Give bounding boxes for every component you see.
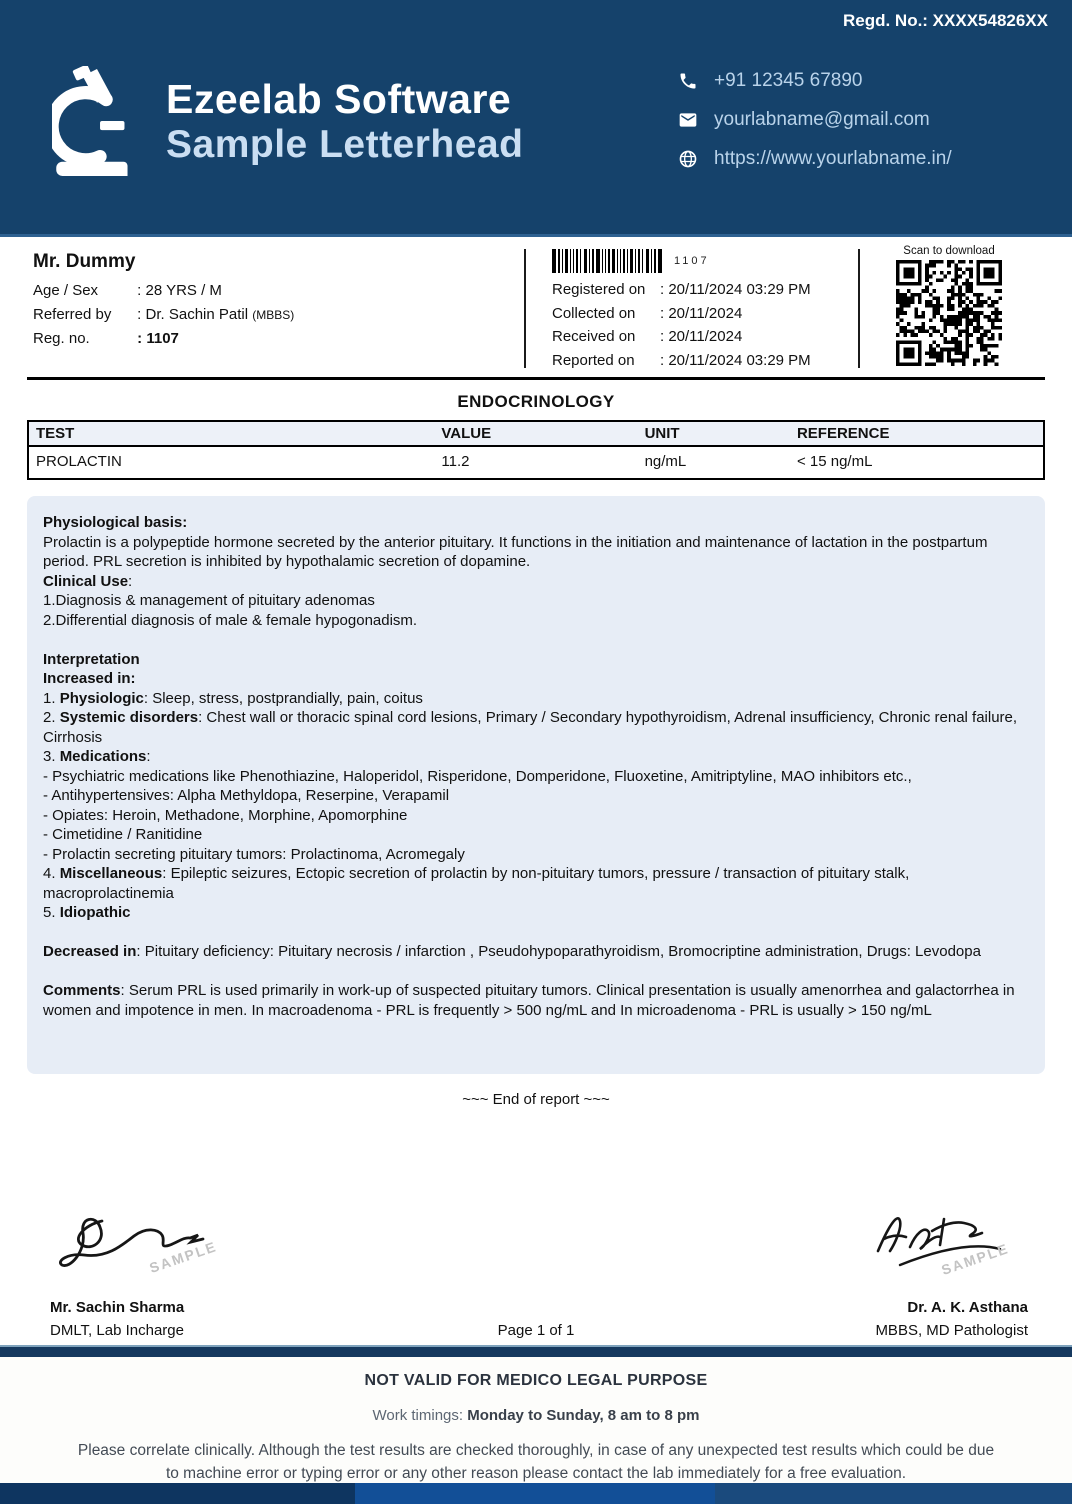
barcode <box>552 249 664 273</box>
divider-vertical-1 <box>524 249 526 368</box>
note-paragraph: 3. Medications: <box>43 748 151 765</box>
patient-age-sex-row <box>33 282 294 299</box>
note-paragraph <box>43 630 1029 650</box>
interpretation-notes-box <box>27 496 1045 1074</box>
reg-no-value: : 1107 <box>137 330 179 347</box>
letterhead-header <box>0 0 1072 237</box>
footer-text-area <box>0 1357 1072 1483</box>
patient-regno-row <box>33 330 294 347</box>
test-name-cell: PROLACTIN <box>36 453 122 470</box>
end-of-report-text: ~~~ End of report ~~~ <box>462 1091 610 1108</box>
col-header-test: TEST <box>28 421 434 446</box>
signatory-title: MBBS, MD Pathologist <box>875 1322 1028 1339</box>
note-paragraph: 5. Idiopathic <box>43 904 131 921</box>
website-url: https://www.yourlabname.in/ <box>714 148 952 169</box>
lab-name: Ezeelab Software <box>166 76 512 123</box>
test-reference-cell: < 15 ng/mL <box>796 453 873 470</box>
received-on-value: : 20/11/2024 <box>660 328 743 345</box>
table-header-row <box>28 421 1044 446</box>
signature-image-right <box>768 1203 1028 1291</box>
globe-icon <box>678 149 698 169</box>
note-paragraph: - Cimetidine / Ranitidine <box>43 826 203 843</box>
note-paragraph <box>43 962 1029 982</box>
note-paragraph: Prolactin is a polypeptide hormone secreted by the anterior pituitary. It functions in the initiation and maintenance of lactation in the postpartum period. PRL secretion is inhibited by hypothalamic secretion of dopamine. <box>43 533 988 570</box>
brand-text <box>166 77 523 167</box>
bottom-bar-segment-left <box>0 1483 355 1504</box>
note-paragraph: - Prolactin secreting pituitary tumors: Prolactinoma, Acromegaly <box>43 845 465 863</box>
registered-on-value: : 20/11/2024 03:29 PM <box>660 281 811 298</box>
note-paragraph <box>43 923 1029 943</box>
page-info: Page 1 of 1 <box>497 1322 575 1339</box>
contact-website-row <box>678 148 952 170</box>
registration-dates-block <box>552 249 848 375</box>
reported-on-label: Reported on <box>552 351 635 369</box>
signature-block-right <box>768 1203 1028 1339</box>
test-value-cell: 11.2 <box>441 453 470 470</box>
section-title: ENDOCRINOLOGY <box>457 392 615 411</box>
collected-on-value: : 20/11/2024 <box>660 304 743 322</box>
sample-watermark: SAMPLE <box>147 1237 220 1277</box>
collected-on-label: Collected on <box>552 304 636 322</box>
age-sex-value: : 28 YRS / M <box>137 282 222 299</box>
legal-notice: NOT VALID FOR MEDICO LEGAL PURPOSE <box>364 1372 708 1389</box>
referrer-qualification: (MBBS) <box>252 308 295 322</box>
referred-by-label: Referred by <box>33 306 112 323</box>
col-header-unit: UNIT <box>638 421 790 446</box>
email-icon <box>678 110 698 130</box>
note-paragraph: - Psychiatric medications like Phenothiazine, Haloperidol, Risperidone, Domperidone, Fluoxetine, Amitriptyline, MAO inhibitors etc., <box>43 767 912 785</box>
col-header-reference: REFERENCE <box>790 421 1044 446</box>
registered-on-label: Registered on <box>552 281 646 298</box>
bottom-bar-segment-middle <box>355 1483 715 1504</box>
patient-info-strip <box>0 237 1072 380</box>
received-on-row <box>552 328 848 345</box>
qr-caption: Scan to download <box>903 245 995 257</box>
contact-phone-row <box>678 70 952 92</box>
note-paragraph: 1.Diagnosis & management of pituitary adenomas <box>43 592 375 609</box>
note-paragraph: 2.Differential diagnosis of male & female hypogonadism. <box>43 611 418 629</box>
col-header-value: VALUE <box>434 421 637 446</box>
work-timings-label: Work timings: <box>372 1407 468 1424</box>
sample-watermark: SAMPLE <box>938 1239 1011 1279</box>
clinical-disclaimer: Please correlate clinically. Although the test results are checked thoroughly, in case of any unexpected test results which could be due to machine error or typing error or any other reason please contact the lab immediately for a free evaluation. <box>77 1442 995 1483</box>
reported-on-row <box>552 352 848 369</box>
note-paragraph: Clinical Use: <box>43 572 133 590</box>
collected-on-row <box>552 305 848 322</box>
microscope-logo-icon <box>52 66 144 178</box>
barcode-number: 1107 <box>674 255 710 267</box>
contact-email-row <box>678 109 952 131</box>
test-unit-cell: ng/mL <box>644 453 687 470</box>
note-paragraph: Physiological basis: <box>43 514 188 531</box>
qr-code <box>896 260 1002 366</box>
footer-bottom-bar <box>0 1483 1072 1504</box>
signatory-name: Mr. Sachin Sharma <box>50 1299 185 1316</box>
brand-block <box>52 66 523 178</box>
signatory-title: DMLT, Lab Incharge <box>50 1322 184 1339</box>
note-paragraph: Increased in: <box>43 670 136 687</box>
signature-image-left <box>50 1203 310 1291</box>
barcode-row <box>552 249 848 273</box>
phone-number: +91 12345 67890 <box>714 70 863 91</box>
note-paragraph: 2. Systemic disorders: Chest wall or thoracic spinal cord lesions, Primary / Secondary hypothyroidism, Adrenal insufficiency, Chronic renal failure, Cirrhosis <box>43 709 1018 746</box>
patient-name: Mr. Dummy <box>33 251 136 272</box>
divider-horizontal <box>27 377 1045 380</box>
referred-by-value: : Dr. Sachin Patil <box>137 306 249 323</box>
lab-tagline: Sample Letterhead <box>166 123 524 167</box>
contact-block <box>678 70 952 187</box>
patient-referred-row <box>33 306 294 323</box>
note-paragraph: 1. Physiologic: Sleep, stress, postprandially, pain, coitus <box>43 689 423 707</box>
signatory-name: Dr. A. K. Asthana <box>907 1299 1028 1316</box>
age-sex-label: Age / Sex <box>33 282 99 299</box>
work-timings-value: Monday to Sunday, 8 am to 8 pm <box>467 1407 700 1424</box>
received-on-label: Received on <box>552 328 636 345</box>
note-paragraph: Interpretation <box>43 650 140 668</box>
note-paragraph: - Opiates: Heroin, Methadone, Morphine, Apomorphine <box>43 806 408 824</box>
divider-vertical-2 <box>858 249 860 368</box>
email-address: yourlabname@gmail.com <box>714 109 930 130</box>
registered-on-row <box>552 281 848 298</box>
qr-block <box>874 245 1024 371</box>
note-paragraph: - Antihypertensives: Alpha Methyldopa, Reserpine, Verapamil <box>43 787 450 804</box>
bottom-bar-segment-right <box>715 1483 1072 1504</box>
patient-details <box>33 251 294 354</box>
phone-icon <box>678 71 698 91</box>
results-table <box>27 420 1045 480</box>
work-timings <box>0 1407 1072 1424</box>
registration-number: Regd. No.: XXXX54826XX <box>842 11 1048 30</box>
note-paragraph: Comments: Serum PRL is used primarily in work-up of suspected pituitary tumors. Clinical presentation is usually amenorrhea and galactorrhea in women and impotence in men. In macroadenoma - PRL is frequently > 500 ng/mL and In microadenoma - PRL is usually > 150 ng/mL <box>43 982 1015 1019</box>
signature-block-left <box>50 1203 310 1339</box>
table-row <box>28 446 1044 479</box>
note-paragraph: Decreased in: Pituitary deficiency: Pituitary necrosis / infarction , Pseudohypoparathyroidism, Bromocriptine administration, Drugs: Levodopa <box>43 943 981 960</box>
signature-zone <box>0 1100 1072 1345</box>
reg-no-label: Reg. no. <box>33 330 90 347</box>
footer-accent-bar <box>0 1345 1072 1357</box>
page-footer <box>0 1345 1072 1504</box>
reported-on-value: : 20/11/2024 03:29 PM <box>660 351 811 369</box>
note-paragraph: 4. Miscellaneous: Epileptic seizures, Ectopic secretion of prolactin by non-pituitary tumors, pressure / transaction of pituitary stalk, macroprolactinemia <box>43 865 910 902</box>
